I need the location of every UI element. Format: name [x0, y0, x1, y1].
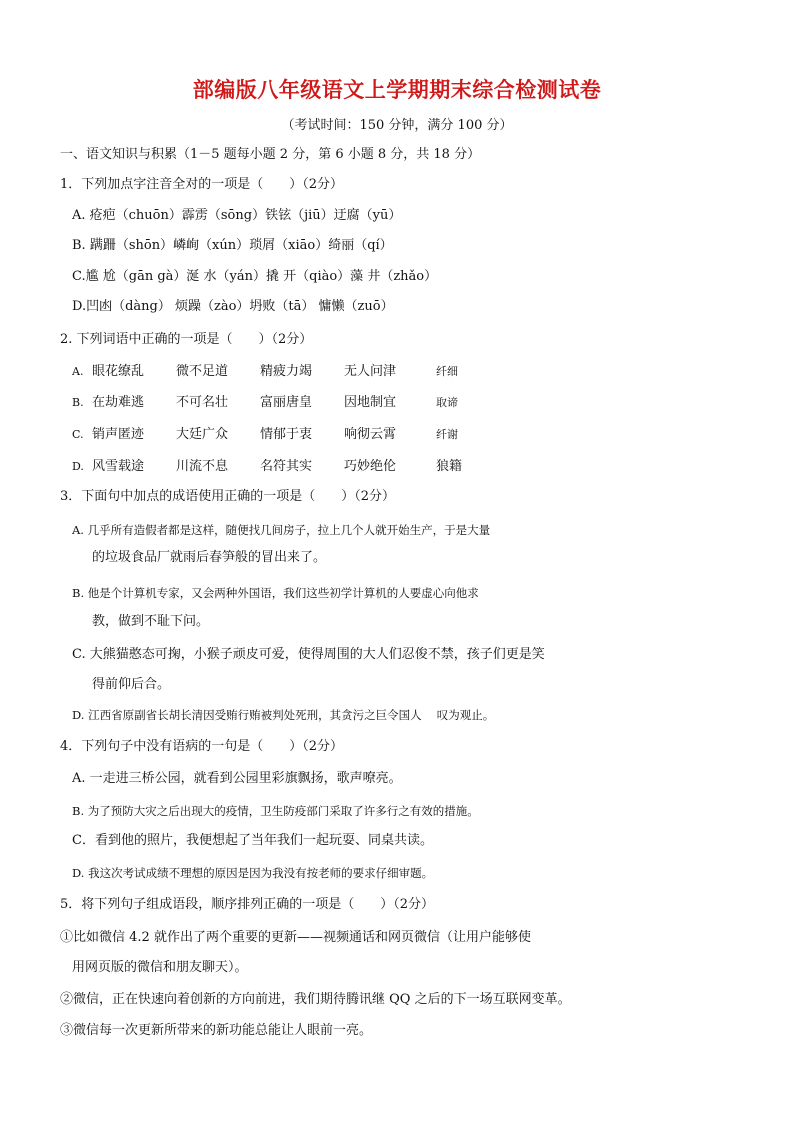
option-word: 响彻云霄 [344, 427, 397, 442]
question-1-option-b: B. 蹒跚（shōn）嶙峋（xún）琐屑（xiāo）绮丽（qí） [72, 238, 393, 253]
option-word: 纤谢 [436, 428, 458, 441]
question-2-stem: 2. 下列词语中正确的一项是（ ）（2分） [60, 332, 313, 347]
option-word: 无人问津 [344, 364, 397, 379]
question-1-option-c: C.尴 尬（gān gà）涎 水（yán）撬 开（qiào）藻 井（zhǎo） [72, 269, 438, 284]
option-word: 取谛 [436, 396, 458, 409]
question-3-option-c-line2: 得前仰后合。 [92, 677, 171, 692]
page-title: 部编版八年级语文上学期期末综合检测试卷 [192, 78, 602, 102]
question-5-sentence-3: ③微信每一次更新所带来的新功能总能让人眼前一亮。 [60, 1023, 373, 1038]
option-word: 纤细 [436, 365, 458, 378]
question-5-sentence-2: ②微信，正在快速向着创新的方向前进，我们期待腾讯继 QQ 之后的下一场互联网变革。 [60, 992, 571, 1007]
question-3-option-c-line1: C. 大熊猫憨态可掬，小猴子顽皮可爱，使得周围的大人们忍俊不禁，孩子们更是笑 [72, 647, 545, 662]
option-word: 名符其实 [260, 459, 313, 474]
option-word: 大廷广众 [176, 427, 229, 442]
question-4-option-c: C．看到他的照片，我便想起了当年我们一起玩耍、同桌共读。 [72, 833, 433, 848]
option-word: 因地制宜 [344, 395, 397, 410]
option-letter: D. [72, 460, 84, 473]
option-word: 精疲力竭 [260, 364, 313, 379]
option-word: 川流不息 [176, 459, 229, 474]
question-3-option-a-line2: 的垃圾食品厂就雨后春笋般的冒出来了。 [92, 550, 327, 565]
question-1-stem: 1．下列加点字注音全对的一项是（ ）（2分） [60, 177, 344, 192]
section-heading: 一、语文知识与积累（1－5 题每小题 2 分，第 6 小题 8 分，共 18 分） [60, 147, 481, 162]
question-3-stem: 3．下面句中加点的成语使用正确的一项是（ ）（2分） [60, 489, 396, 504]
question-4-stem: 4．下列句子中没有语病的一句是（ ）（2分） [60, 739, 344, 754]
question-3-option-a-line1: A. 几乎所有造假者都是这样，随便找几间房子，拉上几个人就开始生产，于是大量 [72, 523, 491, 537]
option-word: 销声匿迹 [92, 427, 145, 442]
option-word: 富丽唐皇 [260, 395, 313, 410]
question-5-stem: 5．将下列句子组成语段，顺序排列正确的一项是（ ）（2分） [60, 897, 435, 912]
question-4-option-d: D. 我这次考试成绩不理想的原因是因为我没有按老师的要求仔细审题。 [72, 866, 434, 880]
option-word: 在劫难逃 [92, 395, 145, 410]
exam-time-info: （考试时间：150 分钟，满分 100 分） [281, 118, 513, 133]
option-word: 巧妙绝伦 [344, 459, 397, 474]
question-1-option-d: D.凹凼（dàng） 烦躁（zào）坍败（tā） 慵懒（zuō） [72, 299, 394, 314]
question-3-option-d: D. 江西省原副省长胡长清因受贿行贿被判处死刑，其贪污之巨令国人 叹为观止。 [72, 708, 495, 722]
option-word: 微不足道 [176, 364, 229, 379]
question-3-option-b-line2: 教，做到不耻下问。 [92, 614, 210, 629]
question-4-option-b: B. 为了预防大灾之后出现大的疫情，卫生防疫部门采取了许多行之有效的措施。 [72, 804, 479, 818]
question-1-option-a: A. 疮疤（chuōn）霹雳（sōng）铁铉（jiū）迂腐（yū） [72, 208, 402, 223]
question-3-option-b-line1: B. 他是个计算机专家，又会两种外国语，我们这些初学计算机的人要虚心向他求 [72, 586, 479, 600]
question-5-sentence-1-line2: 用网页版的微信和朋友聊天）。 [72, 960, 248, 975]
question-4-option-a: A. 一走进三桥公园，就看到公园里彩旗飘扬，歌声嘹亮。 [72, 771, 402, 786]
option-word: 风雪载途 [92, 459, 145, 474]
option-word: 狼籍 [436, 459, 463, 474]
question-5-sentence-1-line1: ①比如微信 4.2 就作出了两个重要的更新——视频通话和网页微信（让用户能够使 [60, 930, 531, 945]
option-letter: A. [72, 365, 84, 378]
option-letter: C. [72, 428, 84, 441]
option-letter: B. [72, 396, 84, 409]
option-word: 不可名壮 [176, 395, 229, 410]
option-word: 眼花缭乱 [92, 364, 145, 379]
option-word: 情郁于衷 [260, 427, 313, 442]
